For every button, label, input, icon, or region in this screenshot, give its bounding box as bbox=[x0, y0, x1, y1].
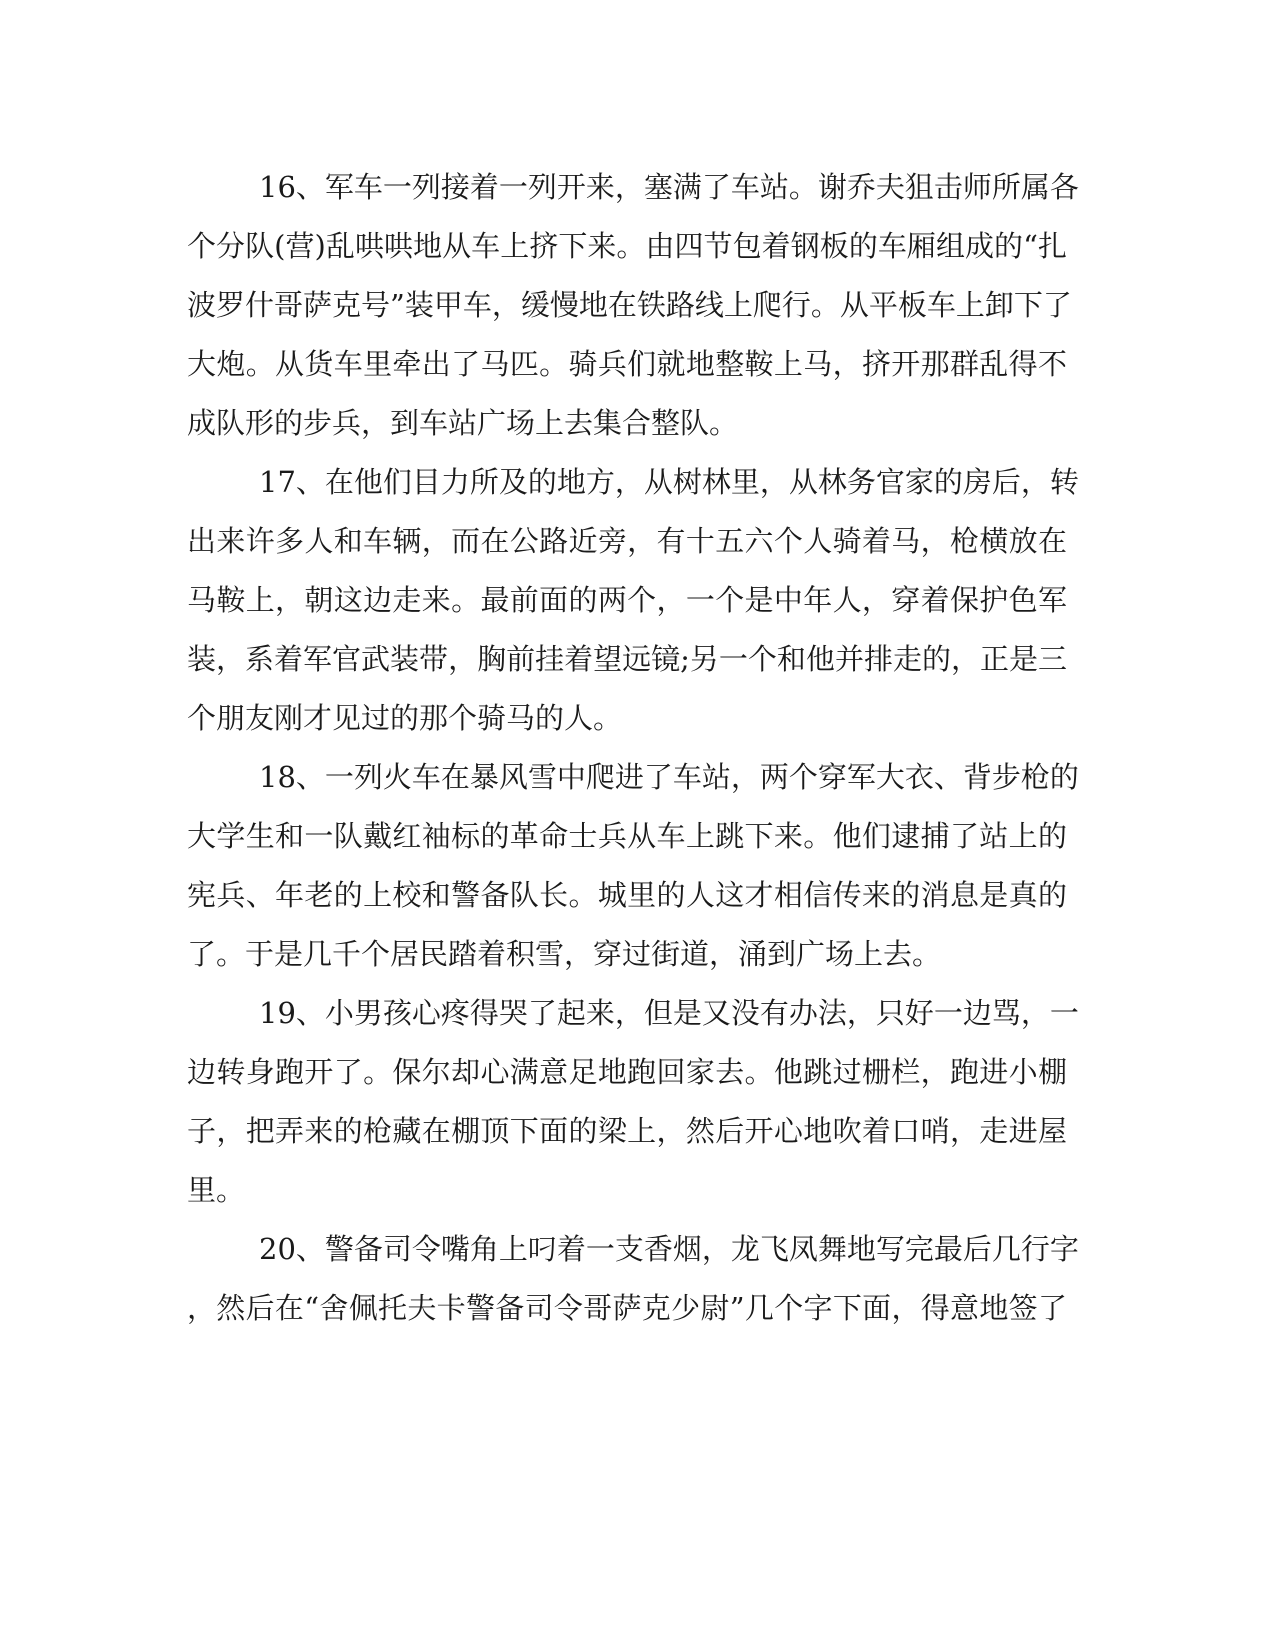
text-line: 里。 bbox=[187, 1173, 246, 1207]
text-line: 马鞍上，朝这边走来。最前面的两个，一个是中年人，穿着保护色军 bbox=[187, 583, 1067, 617]
text-line: 18、一列火车在暴风雪中爬进了车站，两个穿军大衣、背步枪的 bbox=[259, 760, 1079, 794]
text-line: 20、警备司令嘴角上叼着一支香烟，龙飞凤舞地写完最后几行字 bbox=[259, 1232, 1079, 1266]
text-line: 19、小男孩心疼得哭了起来，但是又没有办法，只好一边骂，一 bbox=[259, 996, 1079, 1030]
text-line: 出来许多人和车辆，而在公路近旁，有十五六个人骑着马，枪横放在 bbox=[187, 524, 1067, 558]
text-line: 16、军车一列接着一列开来，塞满了车站。谢乔夫狙击师所属各 bbox=[259, 170, 1079, 204]
paragraph-20 bbox=[187, 1220, 1079, 1338]
paragraph-17 bbox=[187, 453, 1079, 748]
text-line: 个分队(营)乱哄哄地从车上挤下来。由四节包着钢板的车厢组成的“扎 bbox=[187, 229, 1067, 263]
text-line: 成队形的步兵，到车站广场上去集合整队。 bbox=[187, 406, 739, 440]
paragraph-19 bbox=[187, 984, 1079, 1220]
text-line: 装，系着军官武装带，胸前挂着望远镜;另一个和他并排走的，正是三 bbox=[187, 642, 1067, 676]
text-line: 边转身跑开了。保尔却心满意足地跑回家去。他跳过栅栏，跑进小棚 bbox=[187, 1055, 1067, 1089]
text-line: 大炮。从货车里牵出了马匹。骑兵们就地整鞍上马，挤开那群乱得不 bbox=[187, 347, 1067, 381]
document-body bbox=[187, 158, 1079, 1338]
text-line: 大学生和一队戴红袖标的革命士兵从车上跳下来。他们逮捕了站上的 bbox=[187, 819, 1067, 853]
text-line: 宪兵、年老的上校和警备队长。城里的人这才相信传来的消息是真的 bbox=[187, 878, 1067, 912]
text-line: ，然后在“舍佩托夫卡警备司令哥萨克少尉”几个字下面，得意地签了 bbox=[187, 1291, 1067, 1325]
text-line: 了。于是几千个居民踏着积雪，穿过街道，涌到广场上去。 bbox=[187, 937, 942, 971]
paragraph-16 bbox=[187, 158, 1079, 453]
text-line: 子，把弄来的枪藏在棚顶下面的梁上，然后开心地吹着口哨，走进屋 bbox=[187, 1114, 1067, 1148]
text-line: 17、在他们目力所及的地方，从树林里，从林务官家的房后，转 bbox=[259, 465, 1079, 499]
text-line: 个朋友刚才见过的那个骑马的人。 bbox=[187, 701, 623, 735]
text-line: 波罗什哥萨克号”装甲车，缓慢地在铁路线上爬行。从平板车上卸下了 bbox=[187, 288, 1072, 322]
paragraph-18 bbox=[187, 748, 1079, 984]
